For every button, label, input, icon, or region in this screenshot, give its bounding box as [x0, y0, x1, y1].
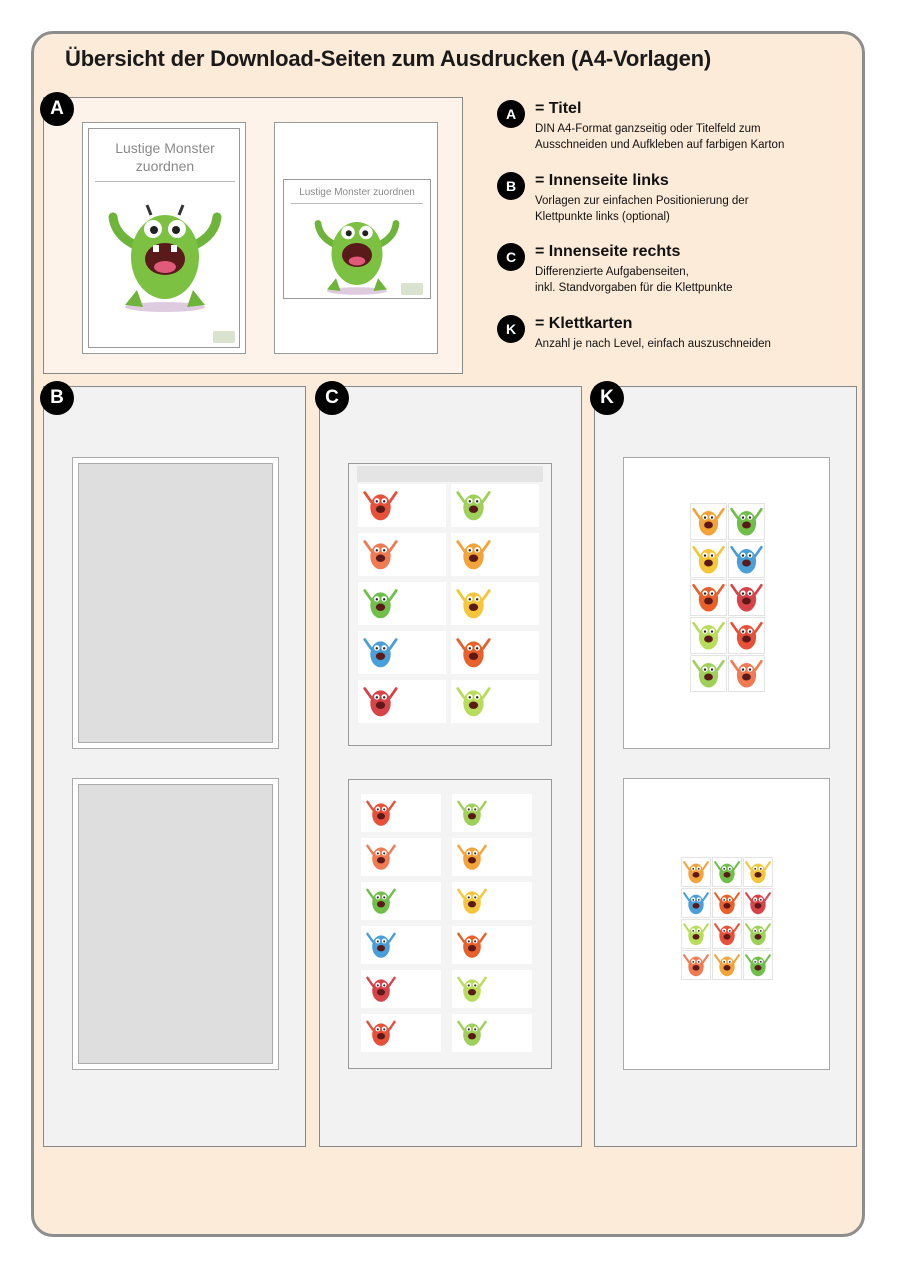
legend-heading: = Titel [535, 100, 582, 117]
monster-icon [362, 683, 399, 720]
task-cell [451, 484, 539, 527]
task-cell [361, 926, 441, 964]
monster-icon [365, 929, 397, 961]
card-sheet-level-1 [623, 457, 830, 749]
legend-badge: B [497, 172, 525, 200]
velcro-card [728, 655, 765, 692]
monster-icon [729, 618, 764, 653]
task-cell [358, 582, 446, 625]
monster-icon [682, 889, 710, 917]
badge-c: C [315, 381, 349, 415]
monster-icon [362, 634, 399, 671]
monster-icon [691, 504, 726, 539]
legend-description: Anzahl je nach Level, einfach auszuschneiden [535, 338, 771, 350]
legend-description: DIN A4-Format ganzseitig oder Titelfeld zum Ausschneiden und Aufkleben auf farbigen Karton [535, 123, 785, 151]
velcro-card [690, 541, 727, 578]
task-cell [451, 631, 539, 674]
monster-icon [713, 858, 741, 886]
task-cell [452, 838, 532, 876]
monster-icon [682, 951, 710, 979]
monster-icon [455, 536, 492, 573]
task-cell [358, 484, 446, 527]
brand-logo [401, 283, 423, 295]
velcro-card [690, 655, 727, 692]
monster-icon [456, 885, 488, 917]
monster-icon [744, 858, 772, 886]
monster-icon [713, 951, 741, 979]
cover-page-full [82, 122, 246, 354]
velcro-card [743, 950, 773, 980]
monster-icon [691, 656, 726, 691]
velcro-card [743, 888, 773, 918]
velcro-card [712, 857, 742, 887]
panel-title-pages [43, 97, 463, 374]
blank-template-page [72, 778, 279, 1070]
legend-badge: C [497, 243, 525, 271]
monster-icon [691, 618, 726, 653]
task-cell [451, 680, 539, 723]
velcro-card [690, 503, 727, 540]
velcro-card [743, 857, 773, 887]
velcro-card [712, 950, 742, 980]
legend-heading: = Innenseite links [535, 172, 669, 189]
velcro-card [681, 919, 711, 949]
task-cell [452, 794, 532, 832]
monster-icon [456, 797, 488, 829]
page-title: Übersicht der Download-Seiten zum Ausdrucken (A4-Vorlagen) [65, 46, 712, 71]
monster-icon [682, 858, 710, 886]
monster-icon [729, 504, 764, 539]
monster-icon [362, 536, 399, 573]
monster-icon [456, 841, 488, 873]
task-cell [361, 970, 441, 1008]
task-cell [452, 1014, 532, 1052]
task-cell [358, 533, 446, 576]
task-cell [451, 582, 539, 625]
monster-icon [456, 929, 488, 961]
task-page-level-1 [348, 463, 552, 746]
monster-icon [682, 920, 710, 948]
legend-description: Differenzierte Aufgabenseiten, inkl. Standvorgaben für die Klettpunkte [535, 266, 733, 294]
task-cell [361, 838, 441, 876]
card-sheet-level-2 [623, 778, 830, 1070]
monster-icon [744, 920, 772, 948]
velcro-card [743, 919, 773, 949]
monster-icon [744, 889, 772, 917]
panel-inner-left [43, 386, 306, 1147]
task-cell [358, 680, 446, 723]
badge-a: A [40, 92, 74, 126]
monster-icon [455, 487, 492, 524]
monster-illustration-icon [313, 207, 401, 297]
velcro-card [681, 950, 711, 980]
monster-icon [365, 797, 397, 829]
monster-icon [744, 951, 772, 979]
legend-badge: K [497, 315, 525, 343]
legend-heading: = Klettkarten [535, 315, 633, 332]
monster-icon [456, 973, 488, 1005]
monster-icon [729, 542, 764, 577]
monster-icon [362, 585, 399, 622]
velcro-card [728, 503, 765, 540]
legend-heading: = Innenseite rechts [535, 243, 681, 260]
velcro-card [728, 541, 765, 578]
blank-template-page [72, 457, 279, 749]
monster-illustration-icon [107, 195, 223, 315]
monster-icon [729, 580, 764, 615]
task-cell [452, 926, 532, 964]
monster-icon [729, 656, 764, 691]
monster-icon [365, 885, 397, 917]
monster-icon [455, 634, 492, 671]
badge-b: B [40, 381, 74, 415]
velcro-card [728, 579, 765, 616]
velcro-card [712, 888, 742, 918]
page-header-strip [357, 466, 543, 482]
task-cell [361, 1014, 441, 1052]
panel-inner-right [319, 386, 582, 1147]
task-cell [452, 882, 532, 920]
titlefield-title: Lustige Monster zuordnen [299, 187, 415, 198]
badge-k: K [590, 381, 624, 415]
task-cell [361, 882, 441, 920]
legend-description: Vorlagen zur einfachen Positionierung der Klettpunkte links (optional) [535, 195, 749, 223]
title-divider [95, 181, 235, 182]
cover-page-titlefield [274, 122, 438, 354]
legend-badge: A [497, 100, 525, 128]
velcro-card [681, 888, 711, 918]
monster-icon [362, 487, 399, 524]
cover-title: Lustige Monster zuordnen [115, 140, 215, 174]
monster-icon [691, 580, 726, 615]
titlefield-divider [291, 203, 423, 204]
monster-icon [713, 920, 741, 948]
monster-icon [713, 889, 741, 917]
monster-icon [365, 841, 397, 873]
panel-velcro-cards [594, 386, 857, 1147]
monster-icon [365, 973, 397, 1005]
monster-icon [456, 1017, 488, 1049]
task-cell [361, 794, 441, 832]
velcro-card [690, 579, 727, 616]
task-cell [451, 533, 539, 576]
task-cell [452, 970, 532, 1008]
monster-icon [455, 585, 492, 622]
velcro-card [712, 919, 742, 949]
task-cell [358, 631, 446, 674]
velcro-card [690, 617, 727, 654]
velcro-card [681, 857, 711, 887]
monster-icon [455, 683, 492, 720]
velcro-card [728, 617, 765, 654]
monster-icon [691, 542, 726, 577]
monster-icon [365, 1017, 397, 1049]
task-page-level-2 [348, 779, 552, 1069]
brand-logo [213, 331, 235, 343]
